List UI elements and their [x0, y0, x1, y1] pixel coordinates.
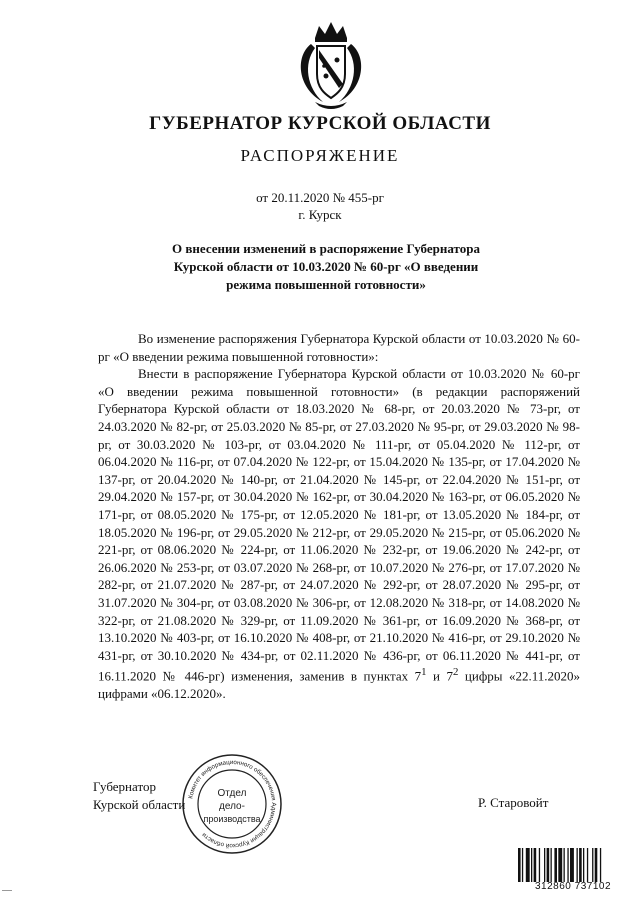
barcode-bar — [595, 848, 598, 882]
issuing-authority: ГУБЕРНАТОР КУРСКОЙ ОБЛАСТИ — [149, 113, 491, 134]
superscript: 2 — [453, 666, 459, 679]
barcode-bar — [551, 848, 552, 882]
barcode-bar — [522, 848, 523, 882]
document-title — [150, 240, 502, 294]
superscript: 1 — [421, 666, 427, 679]
barcode — [517, 848, 629, 882]
document-type: РАСПОРЯЖЕНИЕ — [240, 146, 400, 165]
office-stamp — [180, 752, 284, 856]
barcode-bar — [564, 848, 565, 882]
title-line: режима повышенной готовности» — [226, 277, 426, 292]
body-paragraph: Во изменение распоряжения Губернатора Курской области от 10.03.2020 № 60-рг «О введении режима повышенной готовности»: — [98, 331, 580, 364]
barcode-bar — [554, 848, 557, 882]
barcode-bar — [544, 848, 545, 882]
title-line: Курской области от 10.03.2020 № 60-рг «О введении — [173, 259, 479, 274]
barcode-bar — [539, 848, 540, 882]
barcode-bar — [567, 848, 568, 882]
document-date-number: от 20.11.2020 № 455-рг — [256, 190, 384, 205]
barcode-bar — [579, 848, 582, 882]
signatory-name: Р. Старовойт — [478, 795, 549, 810]
stamp-text: производства — [203, 814, 261, 824]
barcode-bar — [558, 848, 562, 882]
stamp-text: Отдел — [217, 788, 247, 799]
barcode-bar — [587, 848, 588, 882]
body-paragraph — [98, 365, 580, 703]
coat-of-arms-emblem — [293, 18, 369, 110]
document-body — [98, 330, 580, 703]
barcode-bar — [592, 848, 593, 882]
barcode-bar — [570, 848, 574, 882]
barcode-bar — [526, 848, 530, 882]
scan-artifact — [2, 890, 12, 891]
barcode-number: 312860 737102 — [534, 881, 612, 892]
signatory-title-line: Губернатор — [93, 779, 156, 794]
stamp-ring-text: Комитет информационного обеспечения Администрации Курской области — [187, 758, 278, 850]
signatory-title-line: Курской области — [93, 797, 186, 812]
barcode-bar — [547, 848, 550, 882]
barcode-bar — [534, 848, 537, 882]
body-paragraph-text: цифры «22.11.2020» цифрами «06.12.2020». — [98, 668, 580, 702]
body-paragraph-text: Внести в распоряжение Губернатора Курской области от 10.03.2020 № 60-рг «О введении режима повышенной готовности» (в редакции распоряжений Губернатора Курской области от 18.03.2020 № 68-рг, от 20.03.2020 № 73-рг, от 24.03.2020 № 82-рг, от 25.03.2020 № 85-рг, от 27.03.2020 № 95-рг, от 29.03.2020 № 98-рг, от 30.03.2020 № 103-рг, от 03.04.2020 № 111-рг, от 05.04.2020 № 112-рг, от 06.04.2020 № 116-рг, от 07.04.2020 № 122-рг, от 15.04.2020 № 135-рг, от 17.04.2020 № 137-рг, от 20.04.2020 № 140-рг, от 21.04.2020 № 145-рг, от 22.04.2020 № 151-рг, от 29.04.2020 № 157-рг, от 30.04.2020 № 162-рг, от 30.04.2020 № 163-рг, от 06.05.2020 № 171-рг, от 08.05.2020 № 175-рг, от 12.05.2020 № 181-рг, от 13.05.2020 № 184-рг, от 18.05.2020 № 196-рг, от 29.05.2020 № 212-рг, от 29.05.2020 № 215-рг, от 05.06.2020 № 221-рг, от 08.06.2020 № 224-рг, от 11.06.2020 № 232-рг, от 19.06.2020 № 242-рг, от 26.06.2020 № 253-рг, от 03.07.2020 № 268-рг, от 10.07.2020 № 276-рг, от 17.07.2020 № 282-рг, от 21.07.2020 № 287-рг, от 24.07.2020 № 292-рг, от 28.07.2020 № 295-рг, от 31.07.2020 № 304-рг, от 03.08.2020 № 306-рг, от 12.08.2020 № 318-рг, от 14.08.2020 № 322-рг, от 21.08.2020 № 329-рг, от 11.09.2020 № 361-рг, от 16.09.2020 № 368-рг, от 13.10.2020 № 403-рг, от 16.10.2020 № 408-рг, от 21.10.2020 № 416-рг, от 29.10.2020 № 431-рг, от 30.10.2020 № 434-рг, от 02.11.2020 № 436-рг, от 06.11.2020 № 441-рг, от 16.11.2020 № 446-рг) изменения, заменив в пунктах 7 — [98, 366, 580, 684]
signatory-title — [93, 778, 185, 814]
barcode-bar — [518, 848, 521, 882]
stamp-text: дело- — [219, 801, 245, 812]
barcode-bar — [600, 848, 601, 882]
body-paragraph-text: и 7 — [426, 668, 453, 684]
document-city: г. Курск — [298, 207, 342, 222]
barcode-bar — [531, 848, 532, 882]
title-line: О внесении изменений в распоряжение Губернатора — [172, 241, 480, 256]
barcode-bar — [577, 848, 578, 882]
barcode-bar — [583, 848, 584, 882]
